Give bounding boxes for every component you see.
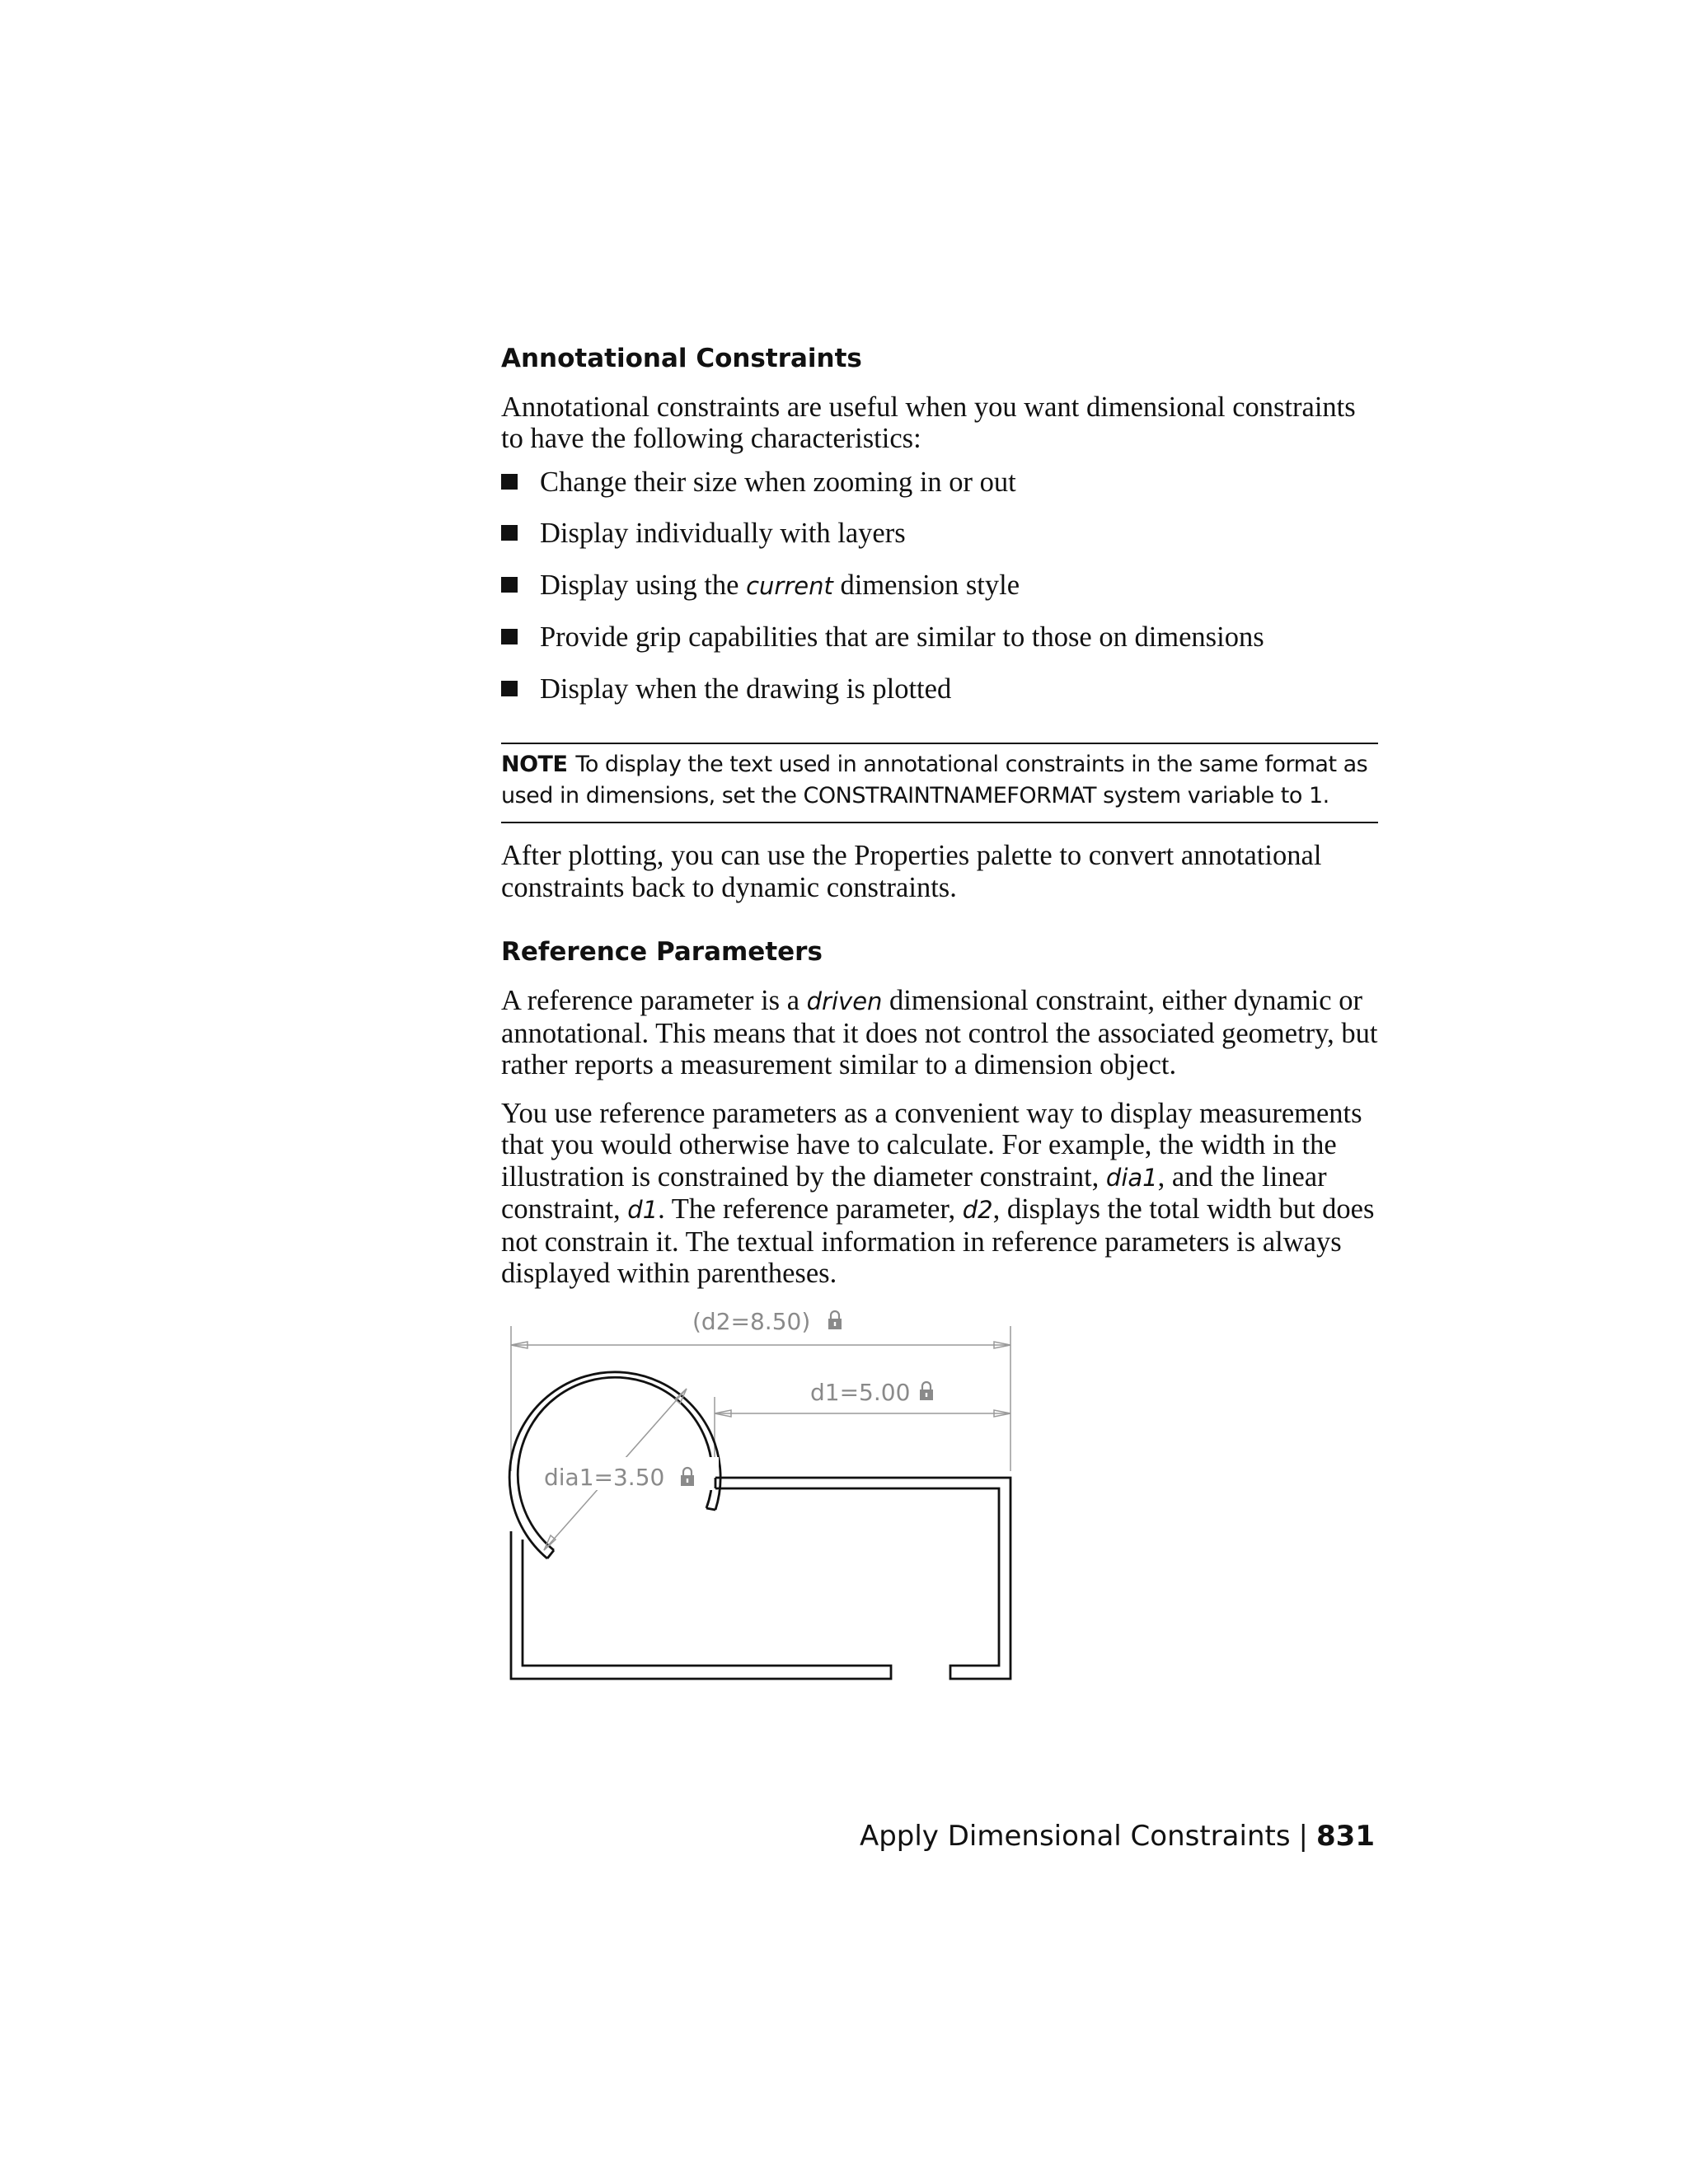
list-item-text-before: Display using the: [540, 569, 747, 601]
d2-dimension: [511, 1308, 1010, 1471]
list-item-text: Display when the drawing is plotted: [540, 673, 952, 705]
d1-label: d1=5.00: [810, 1379, 911, 1406]
list-item: [501, 673, 1378, 705]
text-run: , and the linear constraint,: [501, 1160, 1327, 1225]
list-item: [501, 466, 1378, 499]
emphasis-d1: d1: [627, 1196, 659, 1224]
reference-parameters-heading: Reference Parameters: [501, 937, 823, 968]
text-run: , displays the total width but does not constrain it. The textual information in reference parameters is always displayed within parentheses.: [501, 1193, 1375, 1289]
footer-separator: |: [1298, 1820, 1309, 1853]
list-item: [501, 518, 1378, 550]
list-item-text: Display individually with layers: [540, 518, 906, 550]
bullet-square-icon: [501, 681, 518, 696]
lock-icon: [828, 1311, 842, 1329]
list-item-text: Provide grip capabilities that are similar to those on dimensions: [540, 621, 1264, 654]
footer-section-title: Apply Dimensional Constraints: [859, 1820, 1291, 1853]
dia1-label: dia1=3.50: [544, 1464, 665, 1491]
constraint-illustration: [501, 1302, 1029, 1690]
annotational-intro-paragraph: Annotational constraints are useful when you want dimensional constraints to have the following characteristics:: [501, 391, 1356, 455]
after-plotting-paragraph: After plotting, you can use the Properties palette to convert annotational constraints back to dynamic constraints.: [501, 840, 1322, 903]
emphasis-d2: d2: [962, 1196, 993, 1224]
emphasis-dia1: dia1: [1105, 1163, 1158, 1192]
list-item-text-after: dimension style: [832, 569, 1020, 601]
note-box: [501, 743, 1378, 823]
list-item-emphasis: current: [746, 571, 833, 600]
page-number: 831: [1316, 1820, 1375, 1853]
bullet-square-icon: [501, 525, 518, 541]
page-content: [501, 331, 1378, 1290]
room-walls: [511, 1478, 1010, 1679]
lock-icon: [920, 1382, 933, 1400]
d2-label: (d2=8.50): [692, 1308, 811, 1335]
list-item-text: Change their size when zooming in or out: [540, 466, 1016, 498]
page-footer: [860, 1818, 1375, 1854]
constraint-drawing: [501, 1302, 1029, 1690]
reference-paragraph-1: [501, 985, 1378, 1081]
reference-paragraph-2: [501, 1098, 1378, 1290]
text-run: dimensional constraint, either dynamic or annotational. This means that it does not control the associated geometry, but rather reports a measurement similar to a dimension object.: [501, 985, 1378, 1080]
d1-dimension: [715, 1379, 1010, 1471]
note-text: To display the text used in annotational constraints in the same format as used in dimensions, set the CONSTRAINTNAMEFORMAT system variable to 1.: [501, 752, 1368, 809]
text-run: You use reference parameters as a convenient way to display measurements that you would otherwise have to calculate. For example, the width in the illustration is constrained by the diameter constraint,: [501, 1097, 1362, 1193]
text-run: A reference parameter is a: [501, 985, 807, 1016]
bullet-square-icon: [501, 474, 518, 490]
list-item: [501, 569, 1378, 602]
emphasis-driven: driven: [806, 987, 883, 1015]
bullet-square-icon: [501, 629, 518, 644]
list-item: [501, 621, 1378, 654]
characteristics-list: [501, 466, 1378, 705]
bullet-square-icon: [501, 577, 518, 593]
annotational-constraints-heading: Annotational Constraints: [501, 344, 862, 373]
text-run: . The reference parameter,: [658, 1193, 963, 1225]
note-label: NOTE: [501, 752, 568, 778]
